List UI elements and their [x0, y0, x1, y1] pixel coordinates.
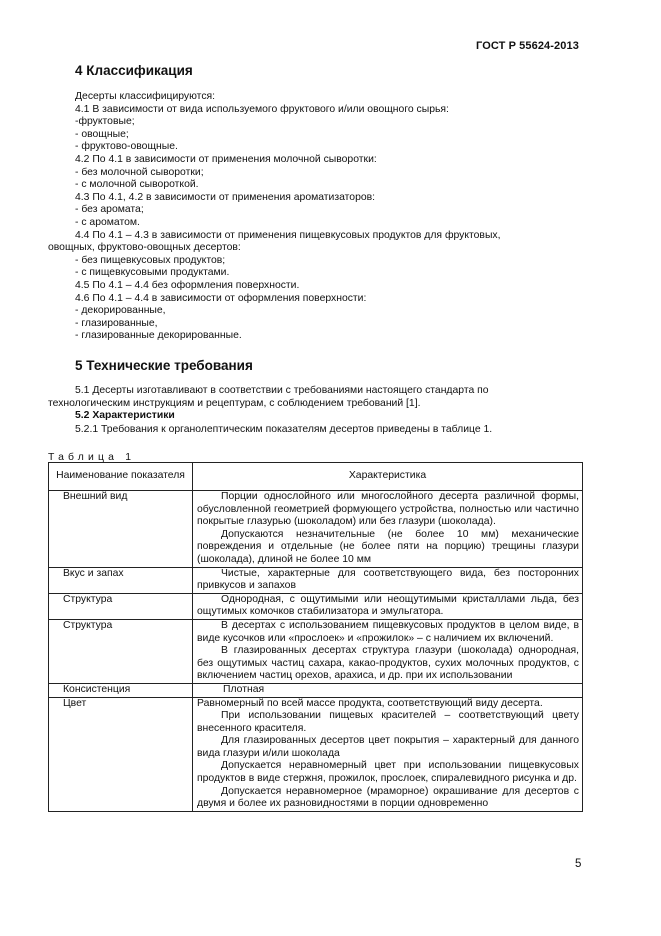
- document-number: ГОСТ Р 55624-2013: [476, 40, 579, 52]
- classification-line: Десерты классифицируются:: [75, 91, 216, 102]
- classification-line: - без молочной сыворотки;: [75, 166, 204, 178]
- characteristic-paragraph: Равномерный по всей массе продукта, соответствующий виду десерта.: [197, 697, 543, 709]
- characteristic-cell: [193, 683, 583, 697]
- classification-line: - глазированные декорированные.: [75, 330, 242, 342]
- table-header-indicator: Наименование показателя: [49, 463, 193, 491]
- characteristic-paragraph: В глазированных десертах структура глазури (шоколада) однородная, без ощутимых частиц сахара, какао-продуктов, сухих молочных продуктов, с включением частиц орехов, арахиса, и др. при их использовании: [197, 645, 579, 682]
- indicator-name: Цвет: [49, 697, 193, 811]
- characteristic-paragraph: Плотная: [223, 683, 265, 695]
- table-row: [49, 619, 583, 683]
- section-4-title: 4 Классификация: [75, 63, 193, 78]
- classification-line: - с пищевкусовыми продуктами.: [75, 267, 230, 279]
- table-row: [49, 683, 583, 697]
- characteristic-paragraph: Для глазированных десертов цвет покрытия – характерный для данного вида глазури и/или шоколада: [197, 735, 579, 759]
- clause-4-4-continuation: овощных, фруктово-овощных десертов:: [48, 242, 241, 254]
- classification-line: 4.3 По 4.1, 4.2 в зависимости от применения ароматизаторов:: [75, 191, 376, 203]
- characteristic-paragraph: Допускается неравномерный цвет при использовании пищевкусовых продуктов в виде стержня, прожилок, прослоек, спиралевидного рисунка и др.: [197, 760, 579, 785]
- characteristic-cell: [193, 697, 583, 811]
- classification-line: -фруктовые;: [75, 116, 135, 128]
- organoleptic-table: [48, 462, 583, 812]
- classification-line: - декорированные,: [75, 305, 166, 317]
- characteristic-paragraph: Допускаются незначительные (не более 10 мм) механические повреждения и отдельные (не более пяти на порцию) трещины глазури (шоколада), длиной не более 10 мм: [197, 528, 579, 565]
- characteristic-cell: [193, 491, 583, 568]
- classification-line: 4.6 По 4.1 – 4.4 в зависимости от оформления поверхности:: [75, 292, 367, 304]
- classification-line: 4.5 По 4.1 – 4.4 без оформления поверхности.: [75, 280, 300, 291]
- clause-4-4-first-line: 4.4 По 4.1 – 4.3 в зависимости от применения пищевкусовых продуктов для фруктовых,: [75, 229, 501, 241]
- characteristic-paragraph: Допускается неравномерное (мраморное) окрашивание для десертов с двумя и более их разновидностями в порции одновременно: [197, 785, 579, 810]
- table-caption: Таблица 1: [48, 452, 136, 463]
- subsection-5-2-title: 5.2 Характеристики: [75, 410, 175, 422]
- section-5-title: 5 Технические требования: [75, 358, 253, 373]
- classification-line: 4.2 По 4.1 в зависимости от применения молочной сыворотки:: [75, 154, 377, 165]
- classification-line: - без аромата;: [75, 204, 144, 216]
- indicator-name: Вкус и запах: [49, 567, 193, 593]
- page-number: 5: [575, 858, 582, 870]
- indicator-name: Внешний вид: [49, 491, 193, 568]
- table-header-characteristic: Характеристика: [193, 463, 583, 491]
- classification-line: - с молочной сывороткой.: [75, 179, 199, 191]
- table-header-row: [49, 463, 583, 491]
- table-row: [49, 697, 583, 811]
- classification-line: 4.1 В зависимости от вида используемого фруктового и/или овощного сырья:: [75, 103, 449, 115]
- table-row: [49, 491, 583, 568]
- characteristic-paragraph: При использовании пищевых красителей – соответствующий цвету внесенного красителя.: [197, 710, 579, 734]
- classification-line: - с ароматом.: [75, 217, 140, 228]
- characteristic-paragraph: Однородная, с ощутимыми или неощутимыми кристаллами льда, без ощутимых комочков стабилизатора и эмульгатора.: [197, 593, 579, 618]
- classification-line: - фруктово-овощные.: [75, 141, 178, 153]
- characteristic-cell: [193, 619, 583, 683]
- characteristic-cell: [193, 593, 583, 619]
- indicator-name: Консистенция: [49, 683, 193, 697]
- classification-line: - глазированные,: [75, 317, 158, 329]
- table-row: [49, 593, 583, 619]
- characteristic-paragraph: Чистые, характерные для соответствующего вида, без посторонних привкусов и запахов: [197, 567, 579, 592]
- characteristic-paragraph: Порции однослойного или многослойного десерта различной формы, обусловленной геометрией формующего устройства, полностью или частично покрытые глазурью (шоколадом) или без глазури (шоколада).: [197, 491, 579, 528]
- classification-line: - без пищевкусовых продуктов;: [75, 254, 226, 266]
- indicator-name: Структура: [49, 593, 193, 619]
- characteristic-paragraph: В десертах с использованием пищевкусовых продуктов в целом виде, в виде кусочков или «прослоек» и «прожилок» – с наличием их включений.: [197, 619, 579, 644]
- indicator-name: Структура: [49, 619, 193, 683]
- characteristic-cell: [193, 567, 583, 593]
- classification-line: - овощные;: [75, 128, 129, 140]
- clause-5-2-1: 5.2.1 Требования к органолептическим показателям десертов приведены в таблице 1.: [75, 424, 493, 435]
- clause-5-1-continuation: технологическим инструкциям и рецептурам, с соблюдением требований [1].: [48, 397, 421, 409]
- clause-5-1-first-line: 5.1 Десерты изготавливают в соответствии с требованиями настоящего стандарта по: [75, 385, 489, 396]
- table-row: [49, 567, 583, 593]
